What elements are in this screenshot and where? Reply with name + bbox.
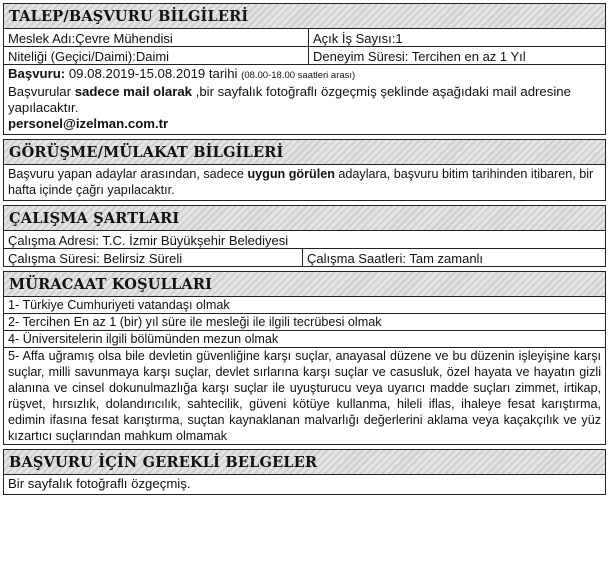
basvuru-instructions	[8, 84, 601, 116]
job-posting-document	[3, 3, 606, 495]
gorusme-emphasis: uygun görülen	[247, 167, 335, 181]
basvuru-dates-line	[8, 66, 601, 84]
basvuru-block	[3, 65, 606, 135]
calisma-adresi: Çalışma Adresi: T.C. İzmir Büyükşehir Belediyesi	[8, 233, 289, 248]
list-item: 1- Türkiye Cumhuriyeti vatandaşı olmak	[3, 297, 606, 314]
niteligi: Niteliği (Geçici/Daimi):Daimi	[8, 49, 170, 64]
meslek-row	[3, 29, 606, 47]
section-heading-gorusme: GÖRÜŞME/MÜLAKAT BİLGİLERİ	[3, 139, 606, 165]
instructions-text-1: Başvurular	[8, 84, 75, 99]
section-heading-belgeler: BAŞVURU İÇİN GEREKLİ BELGELER	[3, 449, 606, 475]
instructions-emphasis: sadece mail olarak	[74, 84, 192, 99]
meslek-adi: Meslek Adı:Çevre Mühendisi	[8, 31, 173, 46]
acik-is-sayisi: Açık İş Sayısı:1	[308, 29, 605, 46]
nitelik-row	[3, 47, 606, 65]
list-item: 5- Affa uğramış olsa bile devletin güvenliğine karşı suçlar, anayasal düzene ve bu düzenin işleyişine karşı suçlar, milli savunmaya karşı suçlar, devlet sırlarına karşı suçlar ve casusluk, özel hayata ve hayatın gizli alanına ve cinsel dokunulmazlığa karşı suçlar ile uyuşturucu veya uyarıcı madde suçları zimmet, irtikap, rüşvet, hırsızlık, dolandırıcılık, sahtecilik, güveni kötüye kullanma, hileli iflas, ihaleye fesat karıştırma, edimin ifasına fesat karıştırma, suçtan kaynaklanan malvarlığı değerlerini aklama veya kaçakçılık ve yüz kızartıcı suçlarından mahkum olmamak	[3, 348, 606, 445]
list-item: 4- Üniversitelerin ilgili bölümünden mezun olmak	[3, 331, 606, 348]
calisma-suresi: Çalışma Süresi: Belirsiz Süreli	[8, 251, 183, 266]
instructions-text-2: ,bir sayfalık fotoğraflı özgeçmiş şeklinde aşağıdaki mail adresine yapılacaktır.	[8, 84, 571, 115]
section-heading-muracaat: MÜRACAAT KOŞULLARI	[3, 271, 606, 297]
section-heading-talep: TALEP/BAŞVURU BİLGİLERİ	[3, 3, 606, 29]
muracaat-list	[3, 297, 606, 445]
gorusme-text-1: Başvuru yapan adaylar arasından, sadece	[8, 167, 248, 181]
gorusme-text	[3, 165, 606, 201]
basvuru-dates: 09.08.2019-15.08.2019 tarihi	[65, 66, 242, 81]
deneyim-suresi: Deneyim Süresi: Tercihen en az 1 Yıl	[308, 47, 605, 64]
calisma-adres-row	[3, 231, 606, 249]
section-heading-calisma: ÇALIŞMA ŞARTLARI	[3, 205, 606, 231]
calisma-sure-row	[3, 249, 606, 267]
gorusme-text-2: adaylara, başvuru bitim tarihinden itibaren, bir hafta içinde çağrı yapılacaktır.	[8, 167, 594, 197]
belgeler-text: Bir sayfalık fotoğraflı özgeçmiş.	[3, 475, 606, 495]
calisma-saatleri: Çalışma Saatleri: Tam zamanlı	[302, 249, 605, 266]
basvuru-hours: (08.00-18.00 saatleri arası)	[241, 70, 356, 81]
basvuru-label: Başvuru:	[8, 66, 66, 81]
list-item: 2- Tercihen En az 1 (bir) yıl süre ile mesleği ile ilgili tecrübesi olmak	[3, 314, 606, 331]
email-address[interactable]: personel@izelman.com.tr	[8, 116, 169, 131]
